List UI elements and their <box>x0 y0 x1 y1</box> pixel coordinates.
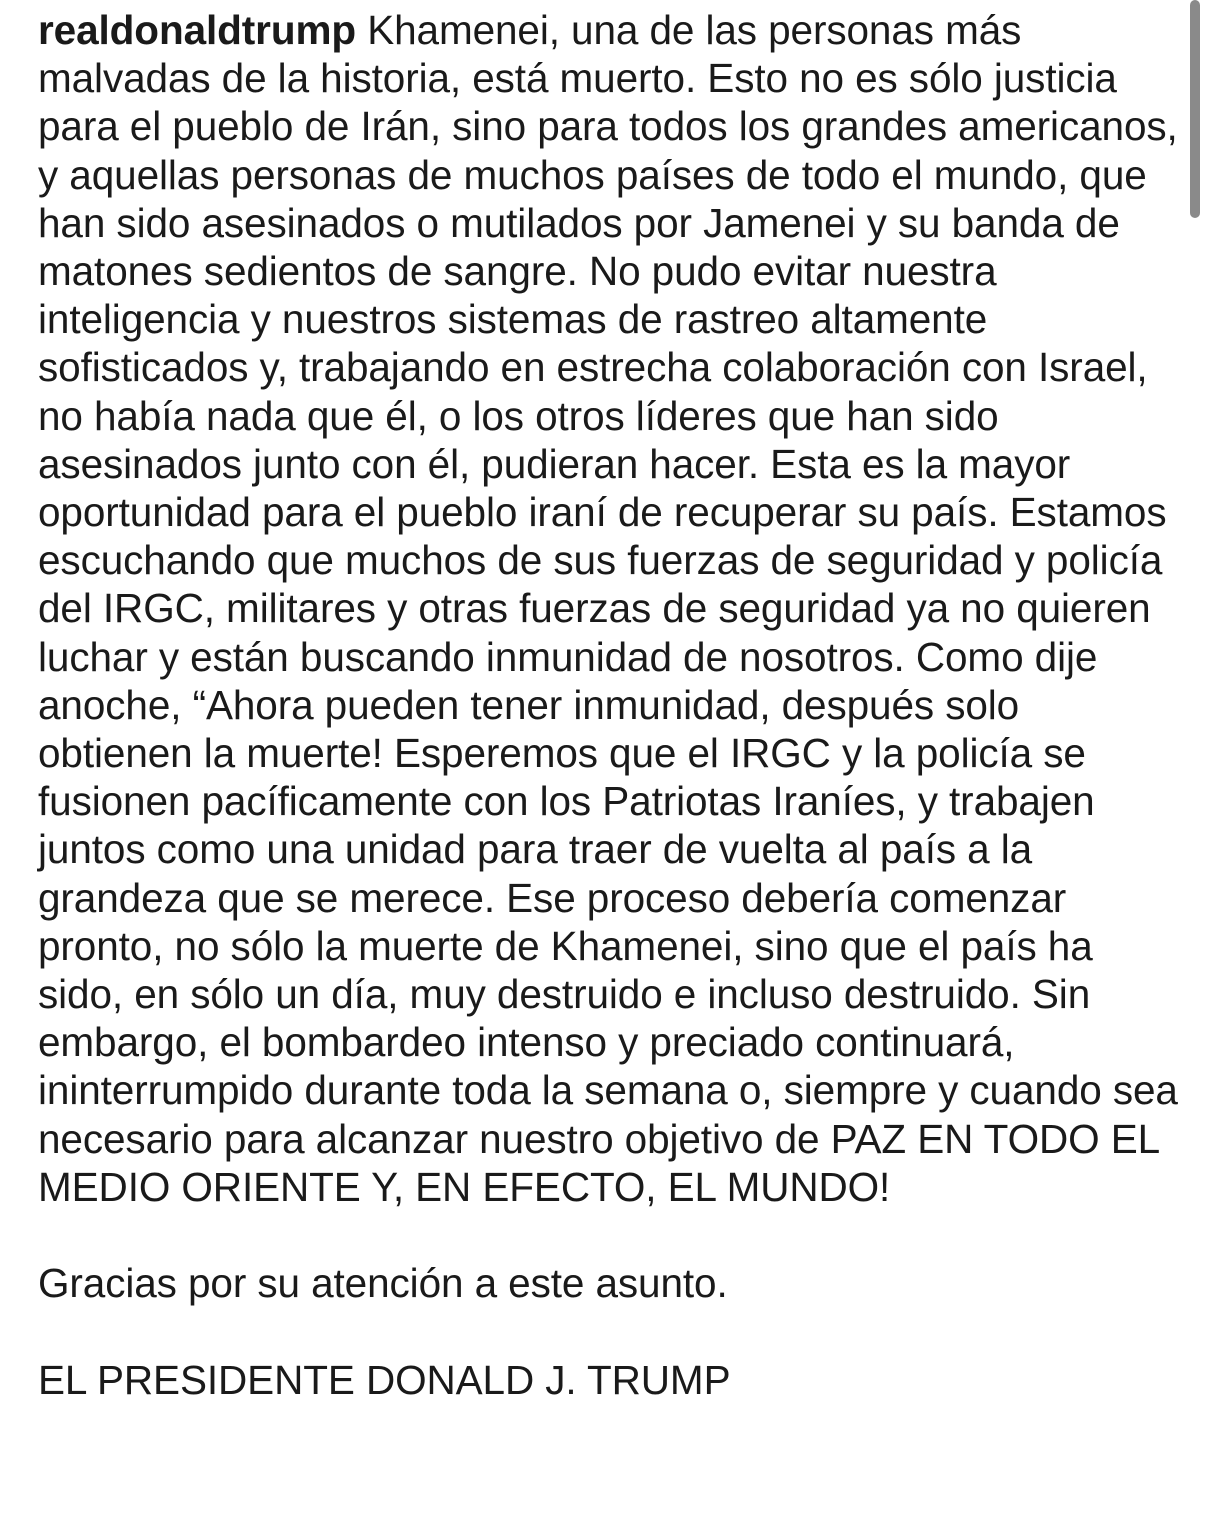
caption-signature: EL PRESIDENTE DONALD J. TRUMP <box>38 1356 731 1403</box>
username-link[interactable]: realdonaldtrump <box>38 7 357 53</box>
caption-thanks: Gracias por su atención a este asunto. <box>38 1260 728 1307</box>
paragraph-spacer <box>38 1307 1178 1355</box>
post-caption <box>38 6 1178 1404</box>
paragraph-spacer <box>38 1211 1178 1259</box>
scrollbar-thumb[interactable] <box>1190 0 1200 218</box>
caption-body: Khamenei, una de las personas más malvadas de la historia, está muerto. Esto no es sólo justicia para el pueblo de Irán, sino para todos los grandes americanos, y aquellas personas de muchos países de todo el mundo, que han sido asesinados o mutilados por Jamenei y su banda de matones sedientos de sangre. No pudo evitar nuestra inteligencia y nuestros sistemas de rastreo altamente sofisticados y, trabajando en estrecha colaboración con Israel, no había nada que él, o los otros líderes que han sido asesinados junto con él, pudieran hacer. Esta es la mayor oportunidad para el pueblo iraní de recuperar su país. Estamos escuchando que muchos de sus fuerzas de seguridad y policía del IRGC, militares y otras fuerzas de seguridad ya no quieren luchar y están buscando inmunidad de nosotros. Como dije anoche, “Ahora pueden tener inmunidad, después solo obtienen la muerte! Esperemos que el IRGC y la policía se fusionen pacíficamente con los Patriotas Iraníes, y trabajen juntos como una unidad para traer de vuelta al país a la grandeza que se merece. Ese proceso debería comenzar pronto, no sólo la muerte de Khamenei, sino que el país ha sido, en sólo un día, muy destruido e incluso destruido. Sin embargo, el bombardeo intenso y preciado continuará, ininterrumpido durante toda la semana o, siempre y cuando sea necesario para alcanzar nuestro objetivo de PAZ EN TODO EL MEDIO ORIENTE Y, EN EFECTO, EL MUNDO! <box>38 7 1178 1210</box>
caption-paragraph <box>38 6 1178 1211</box>
